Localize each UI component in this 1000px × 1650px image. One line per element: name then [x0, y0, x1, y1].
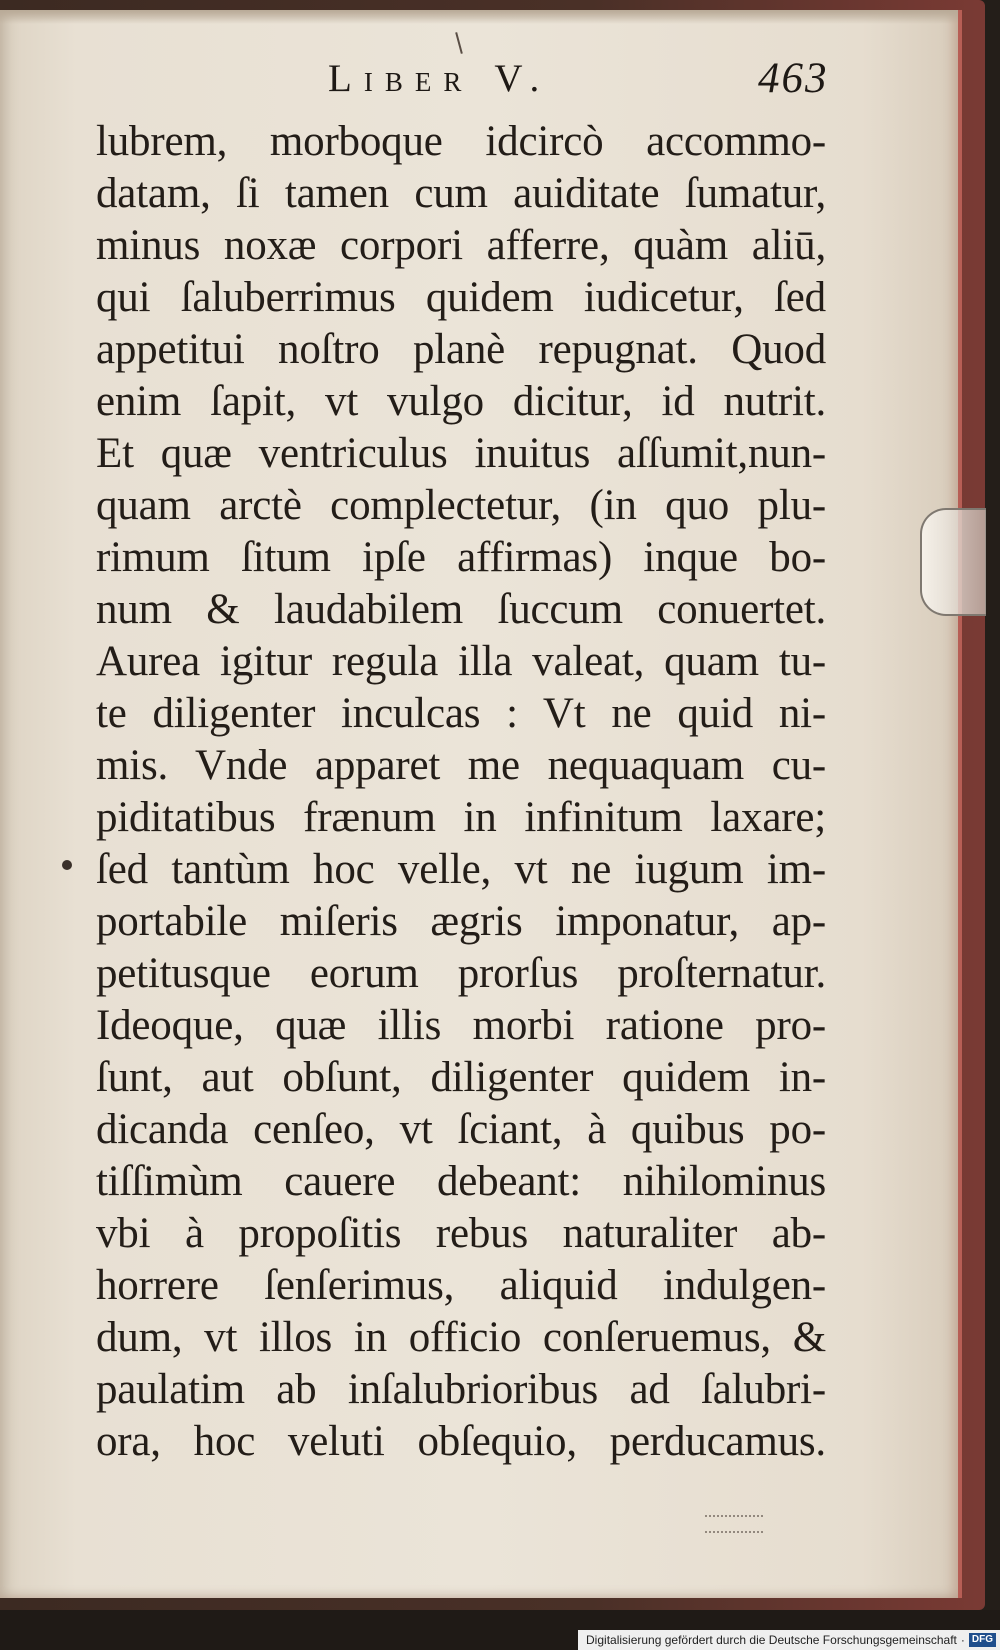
text-line: ſed tantùm hoc velle, vt ne iugum im-	[96, 846, 826, 893]
text-line: horrere ſenſerimus, aliquid indulgen-	[96, 1262, 826, 1309]
running-title: Liber V.	[328, 57, 552, 100]
text-line: lubrem, morboque idcircò accommo-	[96, 118, 826, 165]
text-line: vbi à propoſitis rebus naturaliter ab-	[96, 1210, 826, 1257]
body-text	[96, 116, 826, 1468]
page-number: 463	[758, 55, 829, 102]
page-clip	[920, 508, 986, 616]
text-line: ora, hoc veluti obſequio, perducamus.	[96, 1418, 826, 1465]
text-line: portabile miſeris ægris imponatur, ap-	[96, 898, 826, 945]
text-line: mis. Vnde apparet me nequaquam cu-	[96, 742, 826, 789]
text-line: num & laudabilem ſuccum conuertet.	[96, 586, 826, 633]
text-line: ſunt, aut obſunt, diligenter quidem in-	[96, 1054, 826, 1101]
text-line: Ideoque, quæ illis morbi ratione pro-	[96, 1002, 826, 1049]
running-head	[0, 54, 958, 114]
book-page	[0, 10, 962, 1598]
margin-dot	[62, 860, 72, 870]
text-line: datam, ſi tamen cum auiditate ſumatur,	[96, 170, 826, 217]
ornament-mark	[705, 1515, 763, 1533]
ink-mark	[455, 32, 463, 54]
credit-text: Digitalisierung gefördert durch die Deutsche Forschungsgemeinschaft	[586, 1633, 957, 1647]
text-line: te diligenter inculcas : Vt ne quid ni-	[96, 690, 826, 737]
dfg-logo: DFG	[969, 1633, 996, 1647]
text-line: qui ſaluberrimus quidem iudicetur, ſed	[96, 274, 826, 321]
text-line: dum, vt illos in officio conſeruemus, &	[96, 1314, 826, 1361]
text-line: minus noxæ corpori afferre, quàm aliū,	[96, 222, 826, 269]
text-line: piditatibus frænum in infinitum laxare;	[96, 794, 826, 841]
page-top-shadow	[0, 10, 958, 24]
text-line: enim ſapit, vt vulgo dicitur, id nutrit.	[96, 378, 826, 425]
text-line: dicanda cenſeo, vt ſciant, à quibus po-	[96, 1106, 826, 1153]
text-line: Aurea igitur regula illa valeat, quam tu-	[96, 638, 826, 685]
text-line: tiſſimùm cauere debeant: nihilominus	[96, 1158, 826, 1205]
text-line: quam arctè complectetur, (in quo plu-	[96, 482, 826, 529]
text-line: Et quæ ventriculus inuitus aſſumit,nun-	[96, 430, 826, 477]
text-line: appetitui noſtro planè repugnat. Quod	[96, 326, 826, 373]
text-line: rimum ſitum ipſe affirmas) inque bo-	[96, 534, 826, 581]
text-line: petitusque eorum prorſus proſternatur.	[96, 950, 826, 997]
text-line: paulatim ab inſalubrioribus ad ſalubri-	[96, 1366, 826, 1413]
digitization-credit: Digitalisierung gefördert durch die Deutsche Forschungsgemeinschaft · DFG	[578, 1630, 1000, 1650]
